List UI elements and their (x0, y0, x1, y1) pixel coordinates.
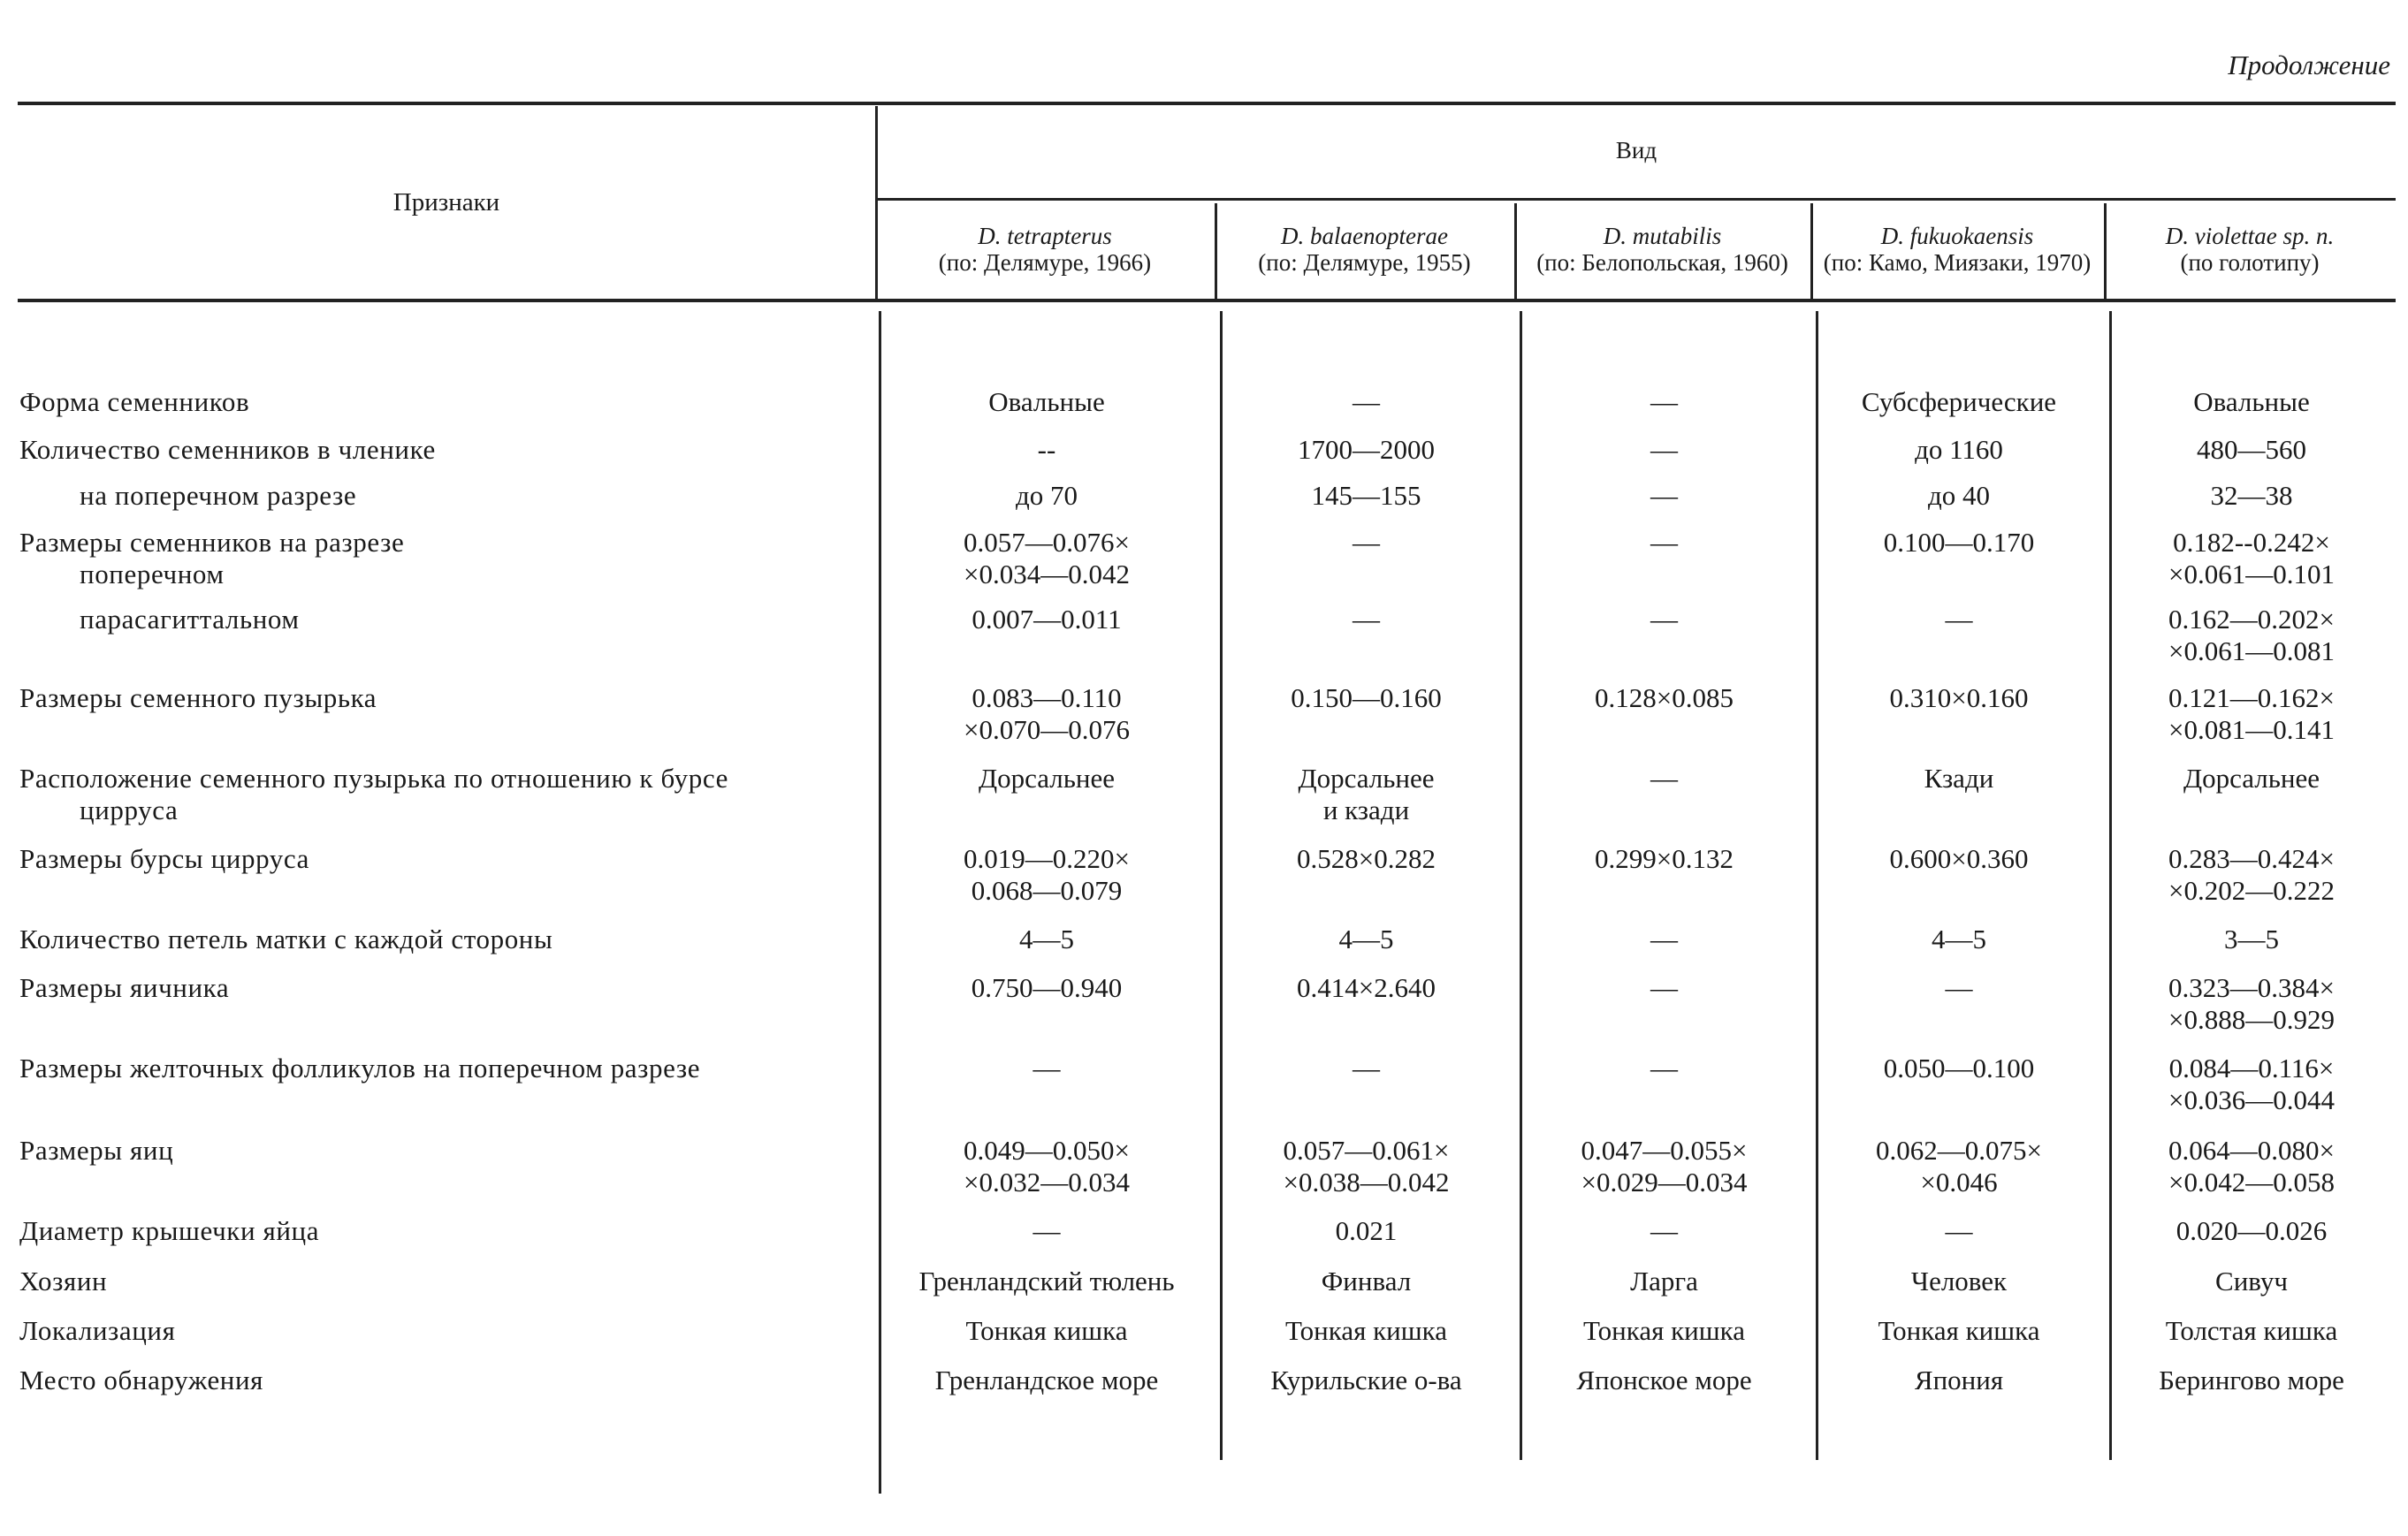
row-label (19, 386, 249, 418)
row-label (19, 1053, 700, 1084)
cell-line: Гренландское море (934, 1365, 1159, 1395)
cell-line: — (1945, 972, 1973, 1003)
table-cell (1816, 386, 2102, 418)
table-cell (1816, 1266, 2102, 1297)
table-cell (1816, 480, 2102, 512)
cell-line: Овальные (2193, 386, 2310, 417)
cell-line: 0.062—0.075× (1876, 1135, 2042, 1166)
row-label-line: Размеры бурсы цирруса (19, 843, 309, 874)
table-cell (1220, 604, 1513, 635)
cell-line: — (1650, 972, 1678, 1003)
species-divider (2104, 203, 2107, 299)
table-cell (880, 386, 1213, 418)
cell-line: Ларга (1630, 1266, 1698, 1296)
table-cell (2109, 1053, 2394, 1116)
table-cell (1220, 1135, 1513, 1198)
cell-line: 0.083—0.110 (972, 682, 1122, 713)
cell-line: 0.128×0.085 (1595, 682, 1734, 713)
table-cell (880, 1266, 1213, 1297)
row-label (19, 763, 728, 826)
cell-line: Тонкая кишка (1285, 1315, 1447, 1346)
table-cell (880, 527, 1213, 590)
cell-line: Толстая кишка (2165, 1315, 2338, 1346)
table-cell (1816, 1053, 2102, 1084)
table-cell (1220, 386, 1513, 418)
table-cell (880, 480, 1213, 512)
row-label-line: Размеры яиц (19, 1135, 174, 1166)
row-label-line: Расположение семенного пузырька по отношению к бурсе (19, 763, 728, 794)
table-cell (1520, 1365, 1809, 1396)
table-cell (1220, 527, 1513, 559)
row-label (19, 1135, 173, 1167)
row-label-line: поперечном (80, 559, 225, 589)
table-cell (1816, 1315, 2102, 1347)
row-label (19, 604, 300, 635)
row-label-line: Размеры семенного пузырька (19, 682, 377, 713)
table-cell (1220, 1365, 1513, 1396)
cell-line: — (1650, 924, 1678, 954)
species-source: (по: Камо, Миязаки, 1970) (1823, 249, 2092, 276)
table-cell (2109, 1266, 2394, 1297)
cell-line: ×0.888—0.929 (2168, 1004, 2335, 1035)
cell-line: 0.528×0.282 (1297, 843, 1436, 874)
cell-line: до 70 (1015, 480, 1078, 511)
table-cell (1816, 434, 2102, 466)
row-label-line: Диаметр крышечки яйца (19, 1215, 320, 1246)
table-cell (2109, 1135, 2394, 1198)
continuation-label: Продолжение (2228, 49, 2390, 80)
cell-line: ×0.046 (1920, 1167, 1998, 1198)
cell-line: — (1033, 1215, 1061, 1246)
cell-line: 3—5 (2224, 924, 2279, 954)
row-label (19, 972, 229, 1004)
cell-line: 4—5 (1932, 924, 1986, 954)
table-cell (1520, 1315, 1809, 1347)
table-cell (1220, 1315, 1513, 1347)
species-header (2107, 223, 2392, 276)
cell-line: Дорсальнее (1298, 763, 1435, 794)
table-cell (1520, 527, 1809, 559)
table-cell (2109, 763, 2394, 795)
table-cell (1520, 1215, 1809, 1247)
cell-line: 0.019—0.220× (964, 843, 1130, 874)
table-cell (1520, 604, 1809, 635)
cell-line: — (1353, 386, 1380, 417)
table-cell (2109, 480, 2394, 512)
cell-line: -- (1037, 434, 1056, 465)
table-cell (1520, 682, 1809, 714)
table-cell (1220, 480, 1513, 512)
species-header (879, 223, 1211, 276)
table-cell (1816, 763, 2102, 795)
row-label (19, 1365, 263, 1396)
cell-line: ×0.042—0.058 (2168, 1167, 2335, 1198)
cell-line: 0.049—0.050× (964, 1135, 1130, 1166)
cell-line: 0.323—0.384× (2168, 972, 2335, 1003)
table-cell (880, 604, 1213, 635)
cell-line: — (1650, 480, 1678, 511)
row-label-line: на поперечном разрезе (80, 480, 357, 511)
cell-line: 0.121—0.162× (2168, 682, 2335, 713)
cell-line: 0.299×0.132 (1595, 843, 1734, 874)
cell-line: и кзади (1322, 795, 1410, 825)
row-label-line: Локализация (19, 1315, 176, 1346)
species-name: D. fukuokaensis (1880, 223, 2034, 249)
table-cell (1520, 763, 1809, 795)
table-cell (2109, 527, 2394, 590)
cell-line: ×0.081—0.141 (2168, 714, 2335, 745)
table-cell (2109, 1315, 2394, 1347)
cell-line: ×0.036—0.044 (2168, 1084, 2335, 1115)
cell-line: 0.057—0.076× (964, 527, 1130, 558)
cell-line: 0.310×0.160 (1889, 682, 2029, 713)
row-label (19, 1315, 175, 1347)
cell-line: — (1945, 604, 1973, 635)
cell-line: 145—155 (1311, 480, 1421, 511)
cell-line: ×0.032—0.034 (964, 1167, 1130, 1198)
header-divider (875, 106, 878, 299)
table-cell (1520, 386, 1809, 418)
cell-line: — (1650, 527, 1678, 558)
cell-line: 0.750—0.940 (971, 972, 1123, 1003)
cell-line: ×0.070—0.076 (964, 714, 1130, 745)
table-cell (1220, 682, 1513, 714)
row-label-line: Размеры яичника (19, 972, 230, 1003)
table-cell (1220, 1053, 1513, 1084)
row-label-line: Место обнаружения (19, 1365, 264, 1395)
table-cell (880, 924, 1213, 955)
species-group-header: Вид (1615, 137, 1657, 163)
cell-line: 0.600×0.360 (1889, 843, 2029, 874)
cell-line: 0.064—0.080× (2168, 1135, 2335, 1166)
cell-line: ×0.061—0.101 (2168, 559, 2335, 589)
table-cell (1520, 924, 1809, 955)
table-cell (880, 1135, 1213, 1198)
row-label (19, 843, 309, 875)
row-label-line: Форма семенников (19, 386, 250, 417)
cell-line: — (1033, 1053, 1061, 1084)
table-cell (1220, 924, 1513, 955)
row-label (19, 1215, 319, 1247)
cell-line: Дорсальнее (2183, 763, 2320, 794)
table-cell (880, 682, 1213, 746)
cell-line: 1700—2000 (1298, 434, 1435, 465)
cell-line: 4—5 (1019, 924, 1074, 954)
table-cell (1816, 682, 2102, 714)
table-cell (2109, 434, 2394, 466)
species-source: (по: Делямуре, 1955) (1258, 249, 1471, 276)
top-rule (18, 102, 2396, 105)
table-cell (1520, 480, 1809, 512)
species-header (1814, 223, 2100, 276)
row-label (19, 527, 404, 590)
cell-line: 0.100—0.170 (1883, 527, 2035, 558)
cell-line: 0.021 (1335, 1215, 1398, 1246)
table-cell (2109, 604, 2394, 667)
cell-line: 0.050—0.100 (1883, 1053, 2035, 1084)
cell-line: ×0.029—0.034 (1581, 1167, 1748, 1198)
table-cell (880, 972, 1213, 1004)
cell-line: Гренландский тюлень (918, 1266, 1175, 1296)
table-cell (1816, 1215, 2102, 1247)
cell-line: — (1945, 1215, 1973, 1246)
cell-line: 480—560 (2197, 434, 2306, 465)
table-cell (880, 1365, 1213, 1396)
table-cell (1520, 1053, 1809, 1084)
table-cell (1220, 843, 1513, 875)
cell-line: 0.047—0.055× (1581, 1135, 1748, 1166)
row-label (19, 480, 356, 512)
row-label-line: Хозяин (19, 1266, 108, 1296)
table-cell (1220, 972, 1513, 1004)
cell-line: Финвал (1321, 1266, 1412, 1296)
table-cell (2109, 1215, 2394, 1247)
cell-line: ×0.202—0.222 (2168, 875, 2335, 906)
table-cell (1220, 434, 1513, 466)
cell-line: — (1650, 1053, 1678, 1084)
cell-line: — (1353, 604, 1380, 635)
cell-line: 4—5 (1338, 924, 1394, 954)
table-cell (2109, 972, 2394, 1036)
species-header (1218, 223, 1511, 276)
cell-line: 32—38 (2210, 480, 2293, 511)
row-label-line: парасагиттальном (80, 604, 300, 635)
cell-line: — (1353, 527, 1380, 558)
header-bottom-rule (18, 299, 2396, 302)
species-source: (по: Белопольская, 1960) (1536, 249, 1788, 276)
cell-line: Дорсальнее (978, 763, 1116, 794)
cell-line: 0.057—0.061× (1283, 1135, 1450, 1166)
cell-line: Овальные (988, 386, 1105, 417)
cell-line: до 1160 (1915, 434, 2003, 465)
cell-line: — (1353, 1053, 1380, 1084)
cell-line: Тонкая кишка (965, 1315, 1128, 1346)
row-label (19, 1266, 107, 1297)
cell-line: 0.068—0.079 (971, 875, 1123, 906)
table-cell (1520, 1135, 1809, 1198)
species-name: D. tetrapterus (978, 223, 1112, 249)
cell-line: — (1650, 434, 1678, 465)
row-label-line: Количество петель матки с каждой стороны (19, 924, 553, 954)
table-cell (1520, 434, 1809, 466)
table-cell (880, 1315, 1213, 1347)
table-cell (1520, 1266, 1809, 1297)
cell-line: 0.414×2.640 (1297, 972, 1436, 1003)
cell-line: Берингово море (2159, 1365, 2344, 1395)
row-label-line: Размеры желточных фолликулов на поперечном разрезе (19, 1053, 701, 1084)
table-cell (1520, 843, 1809, 875)
cell-line: Сивуч (2215, 1266, 2288, 1296)
cell-line: — (1650, 386, 1678, 417)
cell-line: — (1650, 763, 1678, 794)
species-source: (по: Делямуре, 1966) (938, 249, 1152, 276)
cell-line: 0.150—0.160 (1291, 682, 1442, 713)
cell-line: Тонкая кишка (1583, 1315, 1745, 1346)
species-name: D. balaenopterae (1281, 223, 1448, 249)
species-header (1518, 223, 1807, 276)
species-source: (по голотипу) (2180, 249, 2320, 276)
species-divider (1215, 203, 1217, 299)
cell-line: 0.007—0.011 (972, 604, 1122, 635)
row-label (19, 682, 377, 714)
cell-line: Кзади (1924, 763, 1994, 794)
cell-line: 0.283—0.424× (2168, 843, 2335, 874)
cell-line: 0.162—0.202× (2168, 604, 2335, 635)
cell-line: Человек (1910, 1266, 2008, 1296)
row-label-line: Размеры семенников на разрезе (19, 527, 405, 558)
table-cell (2109, 843, 2394, 907)
cell-line: Субсферические (1861, 386, 2057, 417)
table-cell (1816, 527, 2102, 559)
table-cell (1816, 1365, 2102, 1396)
row-label (19, 434, 436, 466)
cell-line: 0.020—0.026 (2176, 1215, 2328, 1246)
features-header: Признаки (392, 188, 500, 217)
species-divider (1514, 203, 1517, 299)
table-cell (1816, 604, 2102, 635)
species-divider (1810, 203, 1813, 299)
table-cell (1220, 1266, 1513, 1297)
row-label-line: Количество семенников в членике (19, 434, 436, 465)
table-cell (1520, 972, 1809, 1004)
table-cell (880, 763, 1213, 795)
table-cell (1816, 843, 2102, 875)
table-cell (1220, 763, 1513, 826)
table-cell (1816, 924, 2102, 955)
table-cell (2109, 682, 2394, 746)
species-name: D. violettae sp. n. (2165, 223, 2335, 249)
table-cell (880, 843, 1213, 907)
cell-line: ×0.038—0.042 (1283, 1167, 1450, 1198)
table-cell (1816, 1135, 2102, 1198)
table-cell (880, 434, 1213, 466)
table-cell (2109, 1365, 2394, 1396)
row-label-line: цирруса (80, 795, 179, 825)
cell-line: ×0.034—0.042 (964, 559, 1130, 589)
table-cell (1220, 1215, 1513, 1247)
table-cell (2109, 924, 2394, 955)
cell-line: Курильские о-ва (1270, 1365, 1462, 1395)
cell-line: Японское море (1576, 1365, 1752, 1395)
table-cell (880, 1215, 1213, 1247)
row-label (19, 924, 552, 955)
cell-line: — (1650, 604, 1678, 635)
cell-line: Япония (1914, 1365, 2004, 1395)
table-cell (1816, 972, 2102, 1004)
table-cell (880, 1053, 1213, 1084)
cell-line: 0.182--0.242× (2173, 527, 2330, 558)
cell-line: до 40 (1927, 480, 1991, 511)
table-cell (2109, 386, 2394, 418)
species-header-rule (877, 198, 2396, 201)
species-name: D. mutabilis (1603, 223, 1722, 249)
cell-line: ×0.061—0.081 (2168, 635, 2335, 666)
cell-line: — (1650, 1215, 1678, 1246)
cell-line: 0.084—0.116× (2168, 1053, 2335, 1084)
cell-line: Тонкая кишка (1878, 1315, 2040, 1346)
